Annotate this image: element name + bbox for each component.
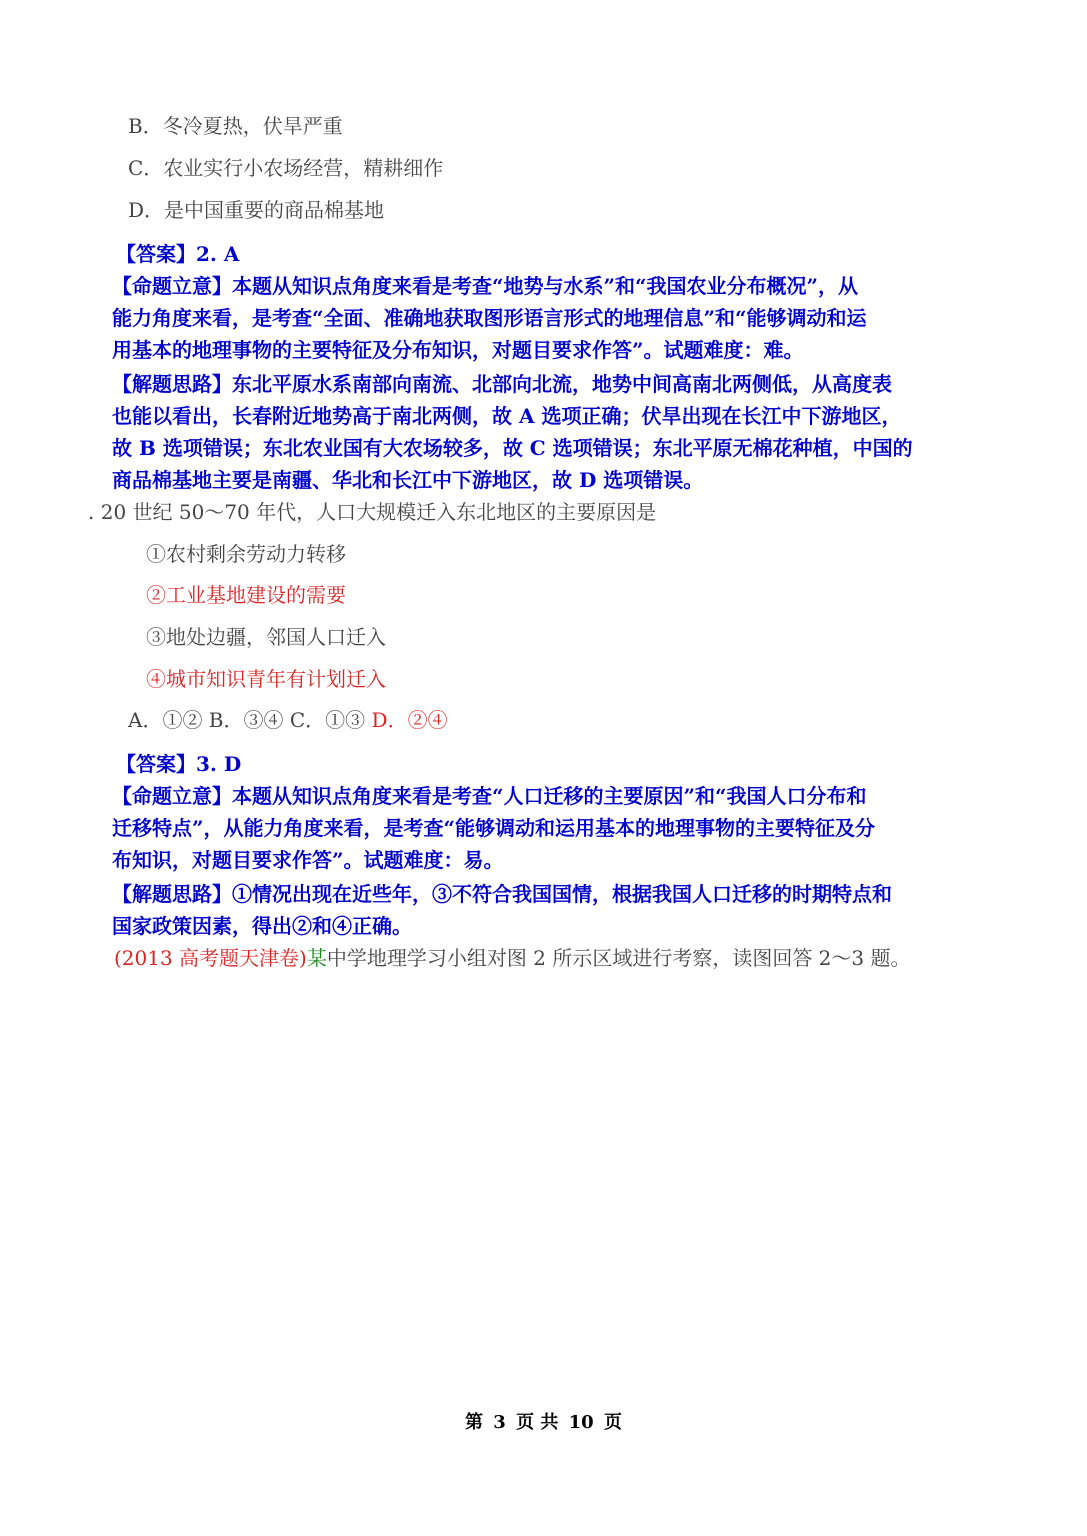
q2-reasoning-line-1: 【解题思路】东北平原水系南部向南流、北部向北流，地势中间高南北两侧低，从高度表 bbox=[112, 372, 892, 396]
footer-current-page: 3 bbox=[493, 1412, 506, 1433]
q3-reasoning-line-2: 国家政策因素，得出②和④正确。 bbox=[112, 914, 412, 938]
q2-option-d: D．是中国重要的商品棉基地 bbox=[128, 198, 385, 222]
q2-intent-line-1: 【命题立意】本题从知识点角度来看是考查“地势与水系”和“我国农业分布概况”，从 bbox=[112, 274, 859, 298]
q2-reasoning-line-4: 商品棉基地主要是南疆、华北和长江中下游地区，故 D 选项错误。 bbox=[112, 468, 704, 492]
q2-intent-line-3: 用基本的地理事物的主要特征及分布知识，对题目要求作答”。试题难度：难。 bbox=[112, 338, 804, 362]
q3-intent-line-2: 迁移特点”，从能力角度来看，是考查“能够调动和运用基本的地理事物的主要特征及分 bbox=[112, 816, 876, 840]
q3-intent-line-1: 【命题立意】本题从知识点角度来看是考查“人口迁移的主要原因”和“我国人口分布和 bbox=[112, 784, 867, 808]
q2-option-b: B．冬冷夏热，伏旱严重 bbox=[128, 114, 343, 138]
q2-option-c: C．农业实行小农场经营，精耕细作 bbox=[128, 156, 444, 180]
next-intro-first-char: 某 bbox=[306, 946, 327, 970]
q3-item-1: ①农村剩余劳动力转移 bbox=[146, 542, 346, 566]
q3-answer: 【答案】3. D bbox=[116, 752, 242, 776]
q3-reasoning-line-1: 【解题思路】①情况出现在近些年，③不符合我国国情，根据我国人口迁移的时期特点和 bbox=[112, 882, 892, 906]
q3-choice-correct: D．②④ bbox=[371, 708, 448, 732]
footer-total-pages: 10 bbox=[568, 1412, 594, 1433]
q2-intent-line-2: 能力角度来看，是考查“全面、准确地获取图形语言形式的地理信息”和“能够调动和运 bbox=[112, 306, 867, 330]
next-intro bbox=[114, 946, 910, 970]
footer-suffix: 页 bbox=[604, 1412, 622, 1433]
q3-item-3: ③地处边疆，邻国人口迁入 bbox=[146, 625, 386, 649]
footer-prefix: 第 bbox=[465, 1412, 483, 1433]
q3-item-4: ④城市知识青年有计划迁入 bbox=[146, 667, 386, 691]
next-intro-source: (2013 高考题天津卷) bbox=[114, 946, 307, 970]
q3-choices bbox=[128, 708, 448, 732]
q2-reasoning-line-3: 故 B 选项错误；东北农业国有大农场较多，故 C 选项错误；东北平原无棉花种植，中国的 bbox=[112, 436, 913, 460]
q3-item-2: ②工业基地建设的需要 bbox=[146, 583, 346, 607]
q3-stem: . 20 世纪 50～70 年代，人口大规模迁入东北地区的主要原因是 bbox=[88, 500, 657, 524]
footer-middle: 页 共 bbox=[516, 1412, 559, 1433]
next-intro-text: 中学地理学习小组对图 2 所示区域进行考察，读图回答 2～3 题。 bbox=[326, 946, 911, 970]
q2-reasoning-line-2: 也能以看出，长春附近地势高于南北两侧，故 A 选项正确；伏旱出现在长江中下游地区， bbox=[112, 404, 902, 428]
q3-intent-line-3: 布知识，对题目要求作答”。试题难度：易。 bbox=[112, 848, 504, 872]
page-footer bbox=[0, 1408, 1087, 1434]
q2-answer: 【答案】2. A bbox=[116, 242, 240, 266]
q3-choices-normal: A．①② B．③④ C．①③ bbox=[128, 708, 366, 732]
